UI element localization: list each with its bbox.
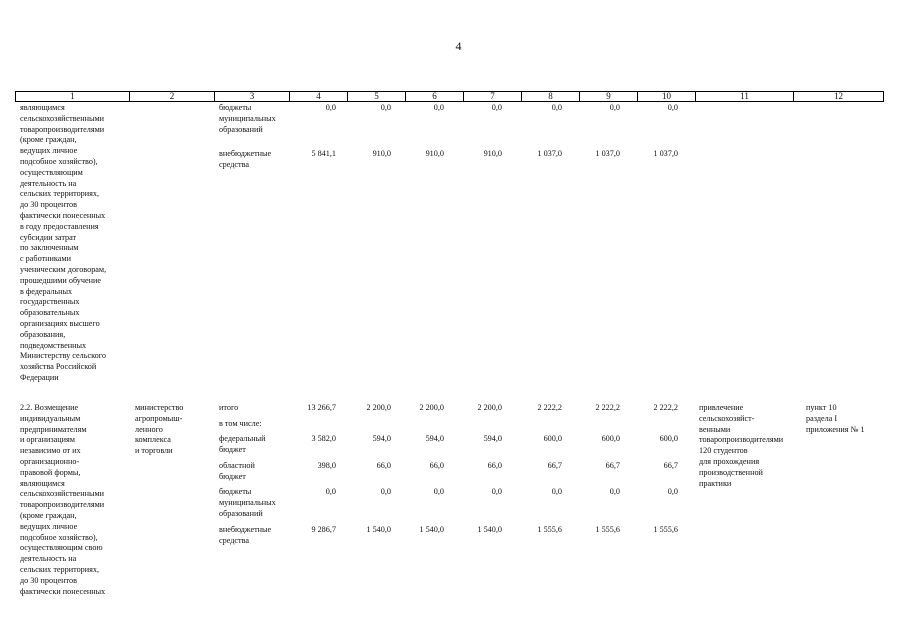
measure-description-line: ученическим договорам, xyxy=(20,264,107,274)
measure-description-line: товаропроизводителями xyxy=(20,500,105,510)
funding-source-line: итого xyxy=(219,403,239,412)
column-header: 8 xyxy=(522,92,580,102)
measure-description-line: с работниками xyxy=(20,254,71,264)
value-cell: 0,0 xyxy=(491,103,502,112)
value-cell: 600,0 xyxy=(601,434,620,443)
value-cell: 594,0 xyxy=(372,434,391,443)
funding-source-line: бюджеты xyxy=(219,487,252,496)
expected-result-line: 120 студентов xyxy=(699,446,748,456)
value-cell: 1 555,6 xyxy=(653,525,678,534)
responsible-executor xyxy=(135,403,183,457)
measure-description-line: являющимся xyxy=(20,103,65,112)
column-number-header xyxy=(15,91,884,102)
column-header: 10 xyxy=(638,92,696,102)
measure-description-line: прошедшими обучение xyxy=(20,275,102,285)
value-cell: 66,0 xyxy=(376,461,391,470)
value-cell: 910,0 xyxy=(372,149,391,158)
measure-description-line: ведущих личное xyxy=(20,146,78,156)
value-cell: 2 200,0 xyxy=(477,403,502,412)
measure-description-line: до 30 процентов xyxy=(20,200,77,210)
value-cell: 66,7 xyxy=(663,461,678,470)
funding-source-line: внебюджетные xyxy=(219,525,272,534)
measure-description-line: в году предоставления xyxy=(20,221,99,231)
value-cell: 0,0 xyxy=(609,103,620,112)
measure-description-line: фактически понесенных xyxy=(20,586,106,596)
expected-result-line: сельскохозяйст- xyxy=(699,413,755,423)
funding-source xyxy=(219,403,238,414)
value-cell: 1 037,0 xyxy=(595,149,620,158)
funding-source-line: средства xyxy=(219,535,250,545)
funding-source-line: в том числе: xyxy=(219,419,262,428)
measure-description-line: образовательных xyxy=(20,308,80,318)
funding-source xyxy=(219,103,276,135)
funding-source xyxy=(219,487,276,519)
value-cell: 5 841,1 xyxy=(311,149,336,158)
funding-source xyxy=(219,149,271,171)
measure-description-line: ведущих личное xyxy=(20,521,78,531)
expected-result-line: товаропроизводителями xyxy=(699,435,784,445)
value-cell: 0,0 xyxy=(433,103,444,112)
measure-description-line: предпринимателям xyxy=(20,424,87,434)
value-cell: 0,0 xyxy=(491,487,502,496)
value-cell: 0,0 xyxy=(380,487,391,496)
value-cell: 1 037,0 xyxy=(653,149,678,158)
funding-source xyxy=(219,461,255,483)
measure-description-line: организационно- xyxy=(20,456,80,466)
funding-source-line: муниципальных xyxy=(219,113,276,123)
expected-result-line: производственной xyxy=(699,467,763,477)
column-header: 2 xyxy=(130,92,215,102)
value-cell: 2 222,2 xyxy=(537,403,562,412)
measure-description-line: государственных xyxy=(20,297,80,307)
value-cell: 910,0 xyxy=(425,149,444,158)
measure-description-line: подсобное хозяйство), xyxy=(20,156,98,166)
measure-description-line: сельских территориях, xyxy=(20,564,100,574)
column-header: 5 xyxy=(348,92,406,102)
measure-description-line: Федерации xyxy=(20,372,59,382)
measure-description-line: индивидуальным xyxy=(20,413,81,423)
measure-description-line: (кроме граждан, xyxy=(20,510,77,520)
column-header: 12 xyxy=(794,92,884,102)
responsible-executor-line: и торговли xyxy=(135,446,173,456)
measure-description-line: сельскохозяйственными xyxy=(20,489,105,499)
value-cell: 0,0 xyxy=(325,103,336,112)
value-cell: 910,0 xyxy=(483,149,502,158)
responsible-executor-line: агропромыш- xyxy=(135,413,183,423)
page-number: 4 xyxy=(455,39,462,53)
value-cell: 0,0 xyxy=(667,487,678,496)
responsible-executor-line: ленного xyxy=(135,424,163,434)
column-header: 7 xyxy=(464,92,522,102)
funding-source-line: средства xyxy=(219,159,250,169)
measure-description-line: являющимся xyxy=(20,478,65,488)
reference-cell xyxy=(806,403,865,435)
expected-result-line: практики xyxy=(699,478,732,488)
measure-description-line: 2.2. Возмещение xyxy=(20,403,79,412)
value-cell: 0,0 xyxy=(667,103,678,112)
expected-result-line: венными xyxy=(699,424,731,434)
funding-source-line: федеральный xyxy=(219,434,266,443)
measure-description-line: осуществляющим xyxy=(20,167,83,177)
measure-description-line: в федеральных xyxy=(20,286,73,296)
funding-source-line: областной xyxy=(219,461,255,470)
measure-description-line: сельскохозяйственными xyxy=(20,113,105,123)
measure-description-line: образования, xyxy=(20,329,66,339)
measure-description-line: хозяйства Российской xyxy=(20,362,97,372)
value-cell: 0,0 xyxy=(380,103,391,112)
funding-source-line: бюджеты xyxy=(219,103,252,112)
value-cell: 1 037,0 xyxy=(537,149,562,158)
value-cell: 0,0 xyxy=(433,487,444,496)
value-cell: 0,0 xyxy=(551,103,562,112)
value-cell: 0,0 xyxy=(609,487,620,496)
value-cell: 594,0 xyxy=(425,434,444,443)
reference-cell-line: пункт 10 xyxy=(806,403,837,412)
value-cell: 1 540,0 xyxy=(477,525,502,534)
column-header: 3 xyxy=(215,92,290,102)
value-cell: 0,0 xyxy=(325,487,336,496)
value-cell: 1 555,6 xyxy=(537,525,562,534)
measure-description-line: Министерству сельского xyxy=(20,351,107,361)
funding-source-line: внебюджетные xyxy=(219,149,272,158)
value-cell: 594,0 xyxy=(483,434,502,443)
funding-source-line: муниципальных xyxy=(219,497,276,507)
value-cell: 1 555,6 xyxy=(595,525,620,534)
measure-description-line: товаропроизводителями xyxy=(20,124,105,134)
value-cell: 600,0 xyxy=(659,434,678,443)
value-cell: 600,0 xyxy=(543,434,562,443)
measure-description-line: по заключенным xyxy=(20,243,79,253)
measure-description-line: подведомственных xyxy=(20,340,87,350)
funding-source-line: образований xyxy=(219,124,263,134)
value-cell: 1 540,0 xyxy=(419,525,444,534)
expected-result xyxy=(699,403,783,489)
expected-result-line: привлечение xyxy=(699,403,744,412)
measure-description-line: до 30 процентов xyxy=(20,575,77,585)
reference-cell-line: раздела I xyxy=(806,413,838,423)
measure-description-line: субсидии затрат xyxy=(20,232,77,242)
value-cell: 2 222,2 xyxy=(595,403,620,412)
column-header: 11 xyxy=(696,92,794,102)
measure-description-line: деятельность на xyxy=(20,178,77,188)
measure-description xyxy=(20,403,105,597)
measure-description-line: осуществляющим свою xyxy=(20,543,103,553)
measure-description-line: фактически понесенных xyxy=(20,210,106,220)
column-header: 4 xyxy=(290,92,348,102)
measure-description-line: и организациям xyxy=(20,435,75,445)
value-cell: 66,7 xyxy=(605,461,620,470)
value-cell: 13 266,7 xyxy=(307,403,336,412)
measure-description-line: организациях высшего xyxy=(20,318,100,328)
value-cell: 2 222,2 xyxy=(653,403,678,412)
funding-source xyxy=(219,525,271,547)
value-cell: 66,0 xyxy=(429,461,444,470)
value-cell: 66,0 xyxy=(487,461,502,470)
value-cell: 398,0 xyxy=(317,461,336,470)
funding-source-line: бюджет xyxy=(219,471,246,481)
reference-cell-line: приложения № 1 xyxy=(806,424,865,434)
measure-description-line: правовой формы, xyxy=(20,467,81,477)
measure-description xyxy=(20,103,106,384)
measure-description-line: (кроме граждан, xyxy=(20,135,77,145)
value-cell: 1 540,0 xyxy=(366,525,391,534)
value-cell: 3 582,0 xyxy=(311,434,336,443)
responsible-executor-line: комплекса xyxy=(135,435,171,445)
value-cell: 0,0 xyxy=(551,487,562,496)
value-cell: 9 286,7 xyxy=(311,525,336,534)
value-cell: 66,7 xyxy=(547,461,562,470)
column-header: 6 xyxy=(406,92,464,102)
funding-source xyxy=(219,434,266,456)
expected-result-line: для прохождения xyxy=(699,456,760,466)
measure-description-line: независимо от их xyxy=(20,446,81,456)
measure-description-line: деятельность на xyxy=(20,554,77,564)
measure-description-line: подсобное хозяйство), xyxy=(20,532,98,542)
value-cell: 2 200,0 xyxy=(366,403,391,412)
value-cell: 2 200,0 xyxy=(419,403,444,412)
responsible-executor-line: министерство xyxy=(135,403,184,412)
measure-description-line: сельских территориях, xyxy=(20,189,100,199)
column-header: 1 xyxy=(16,92,130,102)
funding-source-line: образований xyxy=(219,508,263,518)
funding-source-line: бюджет xyxy=(219,444,246,454)
column-header: 9 xyxy=(580,92,638,102)
funding-source xyxy=(219,419,262,430)
